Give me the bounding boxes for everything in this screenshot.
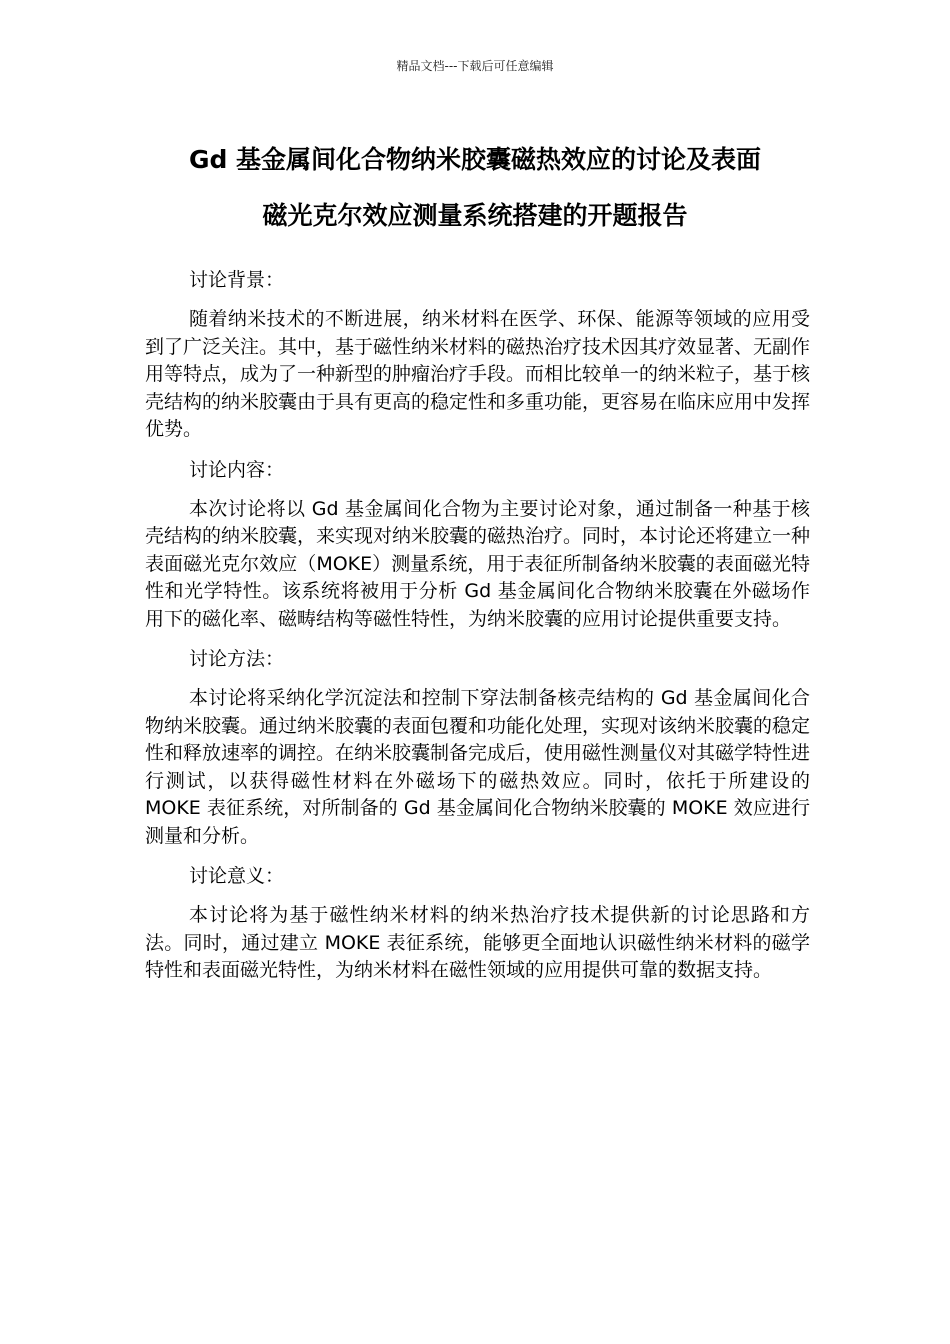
section-paragraph: 本讨论将为基于磁性纳米材料的纳米热治疗技术提供新的讨论思路和方法。同时，通过建立 MOKE 表征系统，能够更全面地认识磁性纳米材料的磁学特性和表面磁光特性，为纳米材料在磁性领域的应用提供可靠的数据支持。	[145, 904, 810, 981]
header-note: 精品文档---下载后可任意编辑	[396, 59, 554, 73]
document-title	[110, 132, 840, 244]
section-paragraph: 本次讨论将以 Gd 基金属间化合物为主要讨论对象，通过制备一种基于核壳结构的纳米胶囊，来实现对纳米胶囊的磁热治疗。同时，本讨论还将建立一种表面磁光克尔效应（MOKE）测量系统，用于表征所制备纳米胶囊的表面磁光特性和光学特性。该系统将被用于分析 Gd 基金属间化合物纳米胶囊在外磁场作用下的磁化率、磁畴结构等磁性特性，为纳米胶囊的应用讨论提供重要支持。	[145, 497, 811, 630]
title-line-1: Gd 基金属间化合物纳米胶囊磁热效应的讨论及表面	[188, 145, 762, 174]
section-heading: 讨论意义：	[189, 865, 285, 887]
section-significance	[145, 864, 810, 985]
section-paragraph: 随着纳米技术的不断进展，纳米材料在医学、环保、能源等领域的应用受到了广泛关注。其中，基于磁性纳米材料的磁热治疗技术因其疗效显著、无副作用等特点，成为了一种新型的肿瘤治疗手段。而相比较单一的纳米粒子，基于核壳结构的纳米胶囊由于具有更高的稳定性和多重功能，更容易在临床应用中发挥优势。	[145, 308, 811, 440]
section-heading: 讨论方法：	[189, 648, 285, 670]
section-content	[145, 458, 810, 634]
section-paragraph: 本讨论将采纳化学沉淀法和控制下穿法制备核壳结构的 Gd 基金属间化合物纳米胶囊。通过纳米胶囊的表面包覆和功能化处理，实现对该纳米胶囊的稳定性和释放速率的调控。在纳米胶囊制备完成后，使用磁性测量仪对其磁学特性进行测试，以获得磁性材料在外磁场下的磁热效应。同时，依托于所建设的 MOKE 表征系统，对所制备的 Gd 基金属间化合物纳米胶囊的 MOKE 效应进行测量和分析。	[145, 687, 811, 847]
section-background	[145, 268, 810, 444]
section-heading: 讨论背景：	[189, 269, 285, 291]
title-line-2: 磁光克尔效应测量系统搭建的开题报告	[262, 201, 688, 230]
document-body	[145, 268, 810, 999]
section-method	[145, 647, 810, 850]
section-heading: 讨论内容：	[189, 458, 285, 481]
